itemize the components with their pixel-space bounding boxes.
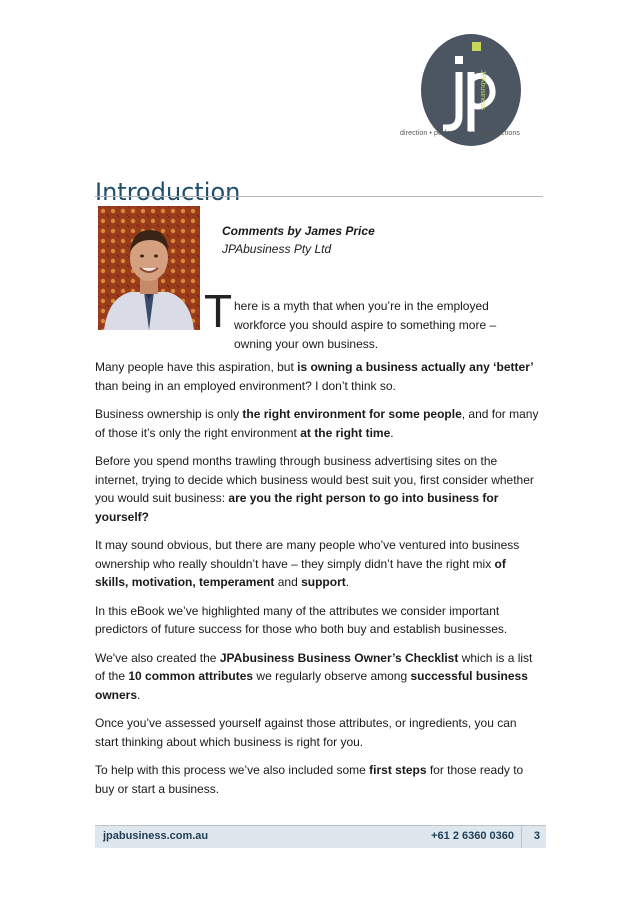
- emphasis-text: JPAbusiness Business Owner’s Checklist: [219, 650, 459, 665]
- paragraph-text: In this eBook we’ve highlighted many of the attributes we consider important predictors of future success for those who both buy and establish businesses.: [95, 603, 508, 636]
- author-photo: [98, 206, 200, 330]
- body-paragraph: [95, 602, 541, 639]
- body-text: [95, 358, 541, 808]
- paragraph-text: Before you spend months trawling through business advertising sites on the internet, trying to decide which business would best suit you, first consider whether you would suit business:: [95, 454, 534, 505]
- paragraph-text: which is a list of the: [95, 650, 533, 683]
- paragraph-text: , and for many of those it’s only the right environment: [95, 407, 539, 440]
- footer-phone: +61 2 6360 0360: [431, 830, 514, 842]
- paragraph-text: We've also created the: [95, 650, 220, 665]
- page-title: Introduction: [95, 178, 241, 207]
- paragraph-text: Once you’ve assessed yourself against those attributes, or ingredients, you can start thinking about which business is right for you.: [95, 716, 517, 749]
- footer-separator: [521, 826, 522, 848]
- paragraph-text: .: [390, 425, 394, 440]
- body-paragraph: [95, 649, 541, 705]
- emphasis-text: is owning a business actually any ‘better’: [297, 360, 534, 374]
- emphasis-text: 10 common attributes: [128, 669, 254, 683]
- emphasis-text: support: [301, 575, 346, 589]
- emphasis-text: first steps: [369, 763, 427, 777]
- paragraph-text: for those ready to buy or start a business.: [95, 763, 524, 796]
- lead-paragraph: here is a myth that when you’re in the employed workforce you should aspire to something more – owning your own business.: [234, 299, 497, 351]
- body-paragraph: [95, 714, 541, 751]
- paragraph-text: Many people have this aspiration, but: [95, 360, 298, 374]
- paragraph-text: than being in an employed environment? I don’t think so.: [95, 378, 396, 393]
- author-name: Comments by James Price: [222, 224, 375, 238]
- emphasis-text: are you the right person to go into business for yourself?: [95, 491, 499, 524]
- footer-website: jpabusiness.com.au: [103, 830, 209, 842]
- paragraph-text: and: [274, 575, 302, 589]
- paragraph-text: .: [137, 687, 141, 702]
- jpa-logo: [395, 32, 545, 144]
- body-paragraph: [95, 358, 541, 395]
- paragraph-text: Business ownership is only: [95, 407, 243, 421]
- emphasis-text: the right environment for some people: [242, 407, 462, 421]
- emphasis-text: successful business owners: [95, 669, 528, 702]
- paragraph-text: .: [345, 575, 350, 589]
- emphasis-text: of skills, motivation, temperament: [95, 556, 506, 589]
- author-company: JPAbusiness Pty Ltd: [222, 242, 332, 256]
- paragraph-text: we regularly observe among: [253, 669, 411, 683]
- page-footer: [95, 825, 546, 848]
- body-paragraph: [95, 405, 541, 442]
- footer-page-number: 3: [533, 830, 540, 842]
- body-paragraph: [95, 452, 541, 526]
- body-paragraph: [95, 761, 541, 798]
- paragraph-text: To help with this process we’ve also included some: [95, 763, 370, 777]
- title-divider: [95, 196, 543, 197]
- logo-wordmark: JPAbusiness: [479, 70, 486, 110]
- drop-cap: T: [204, 285, 233, 337]
- logo-tagline: direction • performance • transactions: [400, 130, 520, 137]
- paragraph-text: It may sound obvious, but there are many people who’ve ventured into business ownership who really shouldn’t have – they simply didn’t have the right mix: [95, 538, 520, 571]
- emphasis-text: at the right time: [300, 425, 391, 440]
- body-paragraph: [95, 536, 541, 592]
